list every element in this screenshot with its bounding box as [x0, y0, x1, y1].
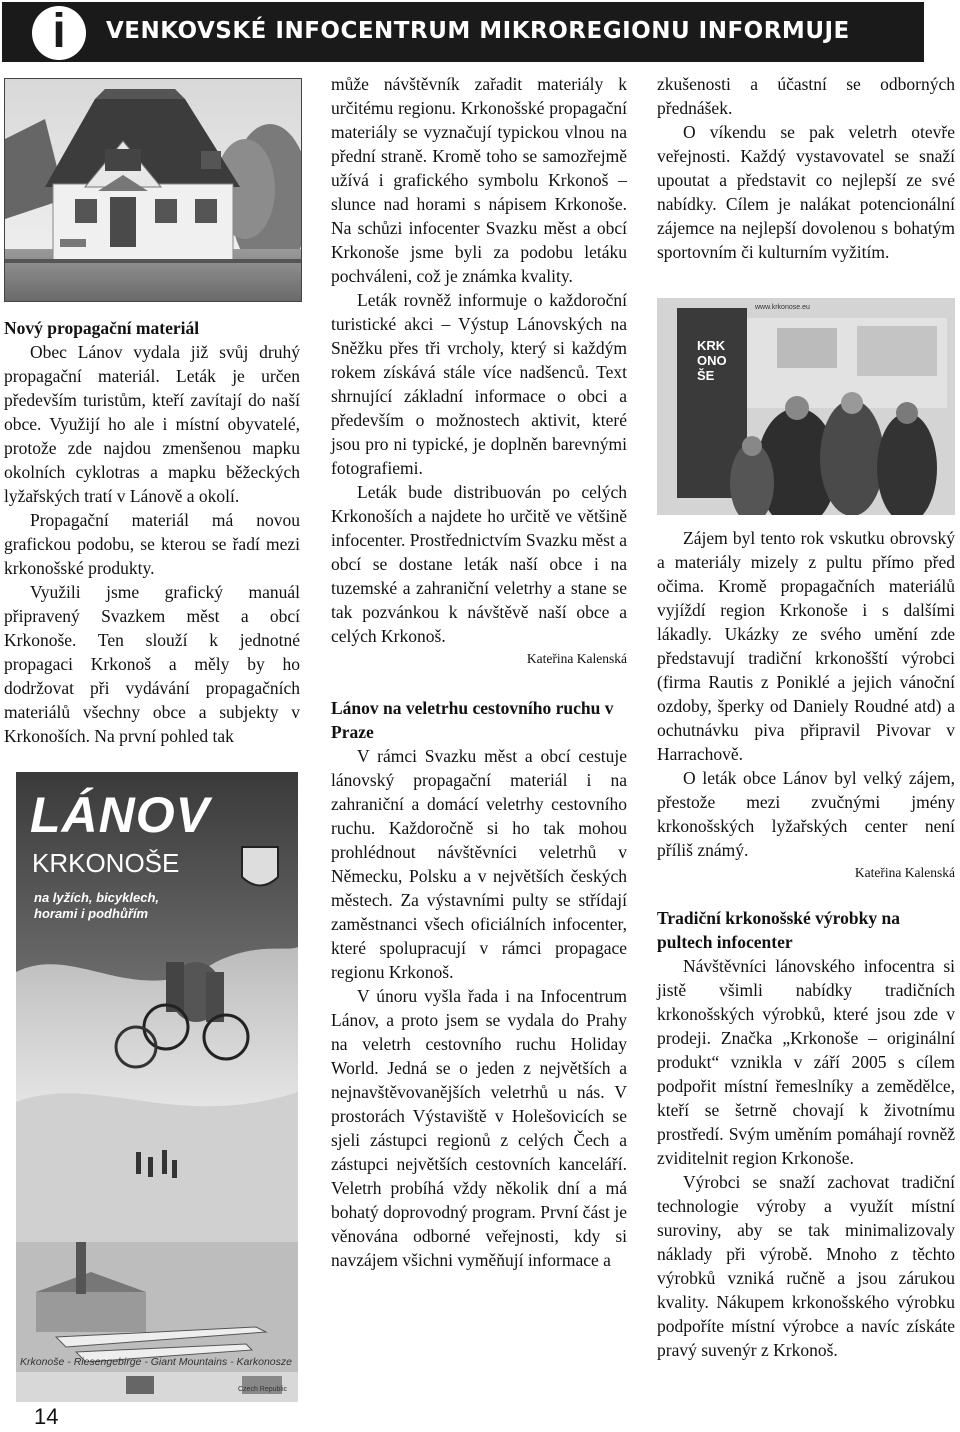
author-signature: Kateřina Kalenská	[526, 651, 627, 666]
paragraph: Výrobci se snaží zachovat tradiční technologie výroby a využít místní suroviny, aby se tak minimalizovaly náklady při výrobě. Mnoho z těchto výrobků vzniká ručně a jsou zárukou kvality. Nákupem krkonošského výrobku podpoříte místní výrobce a navíc získáte pravý suvenýr z Krkonoš.	[657, 1172, 955, 1360]
paragraph: Využili jsme grafický manuál připravený Svazkem měst a obcí Krkonoše. Ten slouží k jednotné propagaci Krkonoš a měly by ho dodržovat při vydávání propagačních materiálů všechny obce a subjekty v Krkonoších. Na první pohled tak	[4, 582, 300, 746]
fair-banner-text: KRKONOŠE	[697, 338, 727, 383]
article-heading: Nový propagační materiál	[4, 318, 200, 338]
header-title: VENKOVSKÉ INFOCENTRUM MIKROREGIONU INFORMUJE	[106, 18, 850, 44]
leaflet-subtitle: KRKONOŠE	[32, 848, 180, 878]
column-middle	[331, 72, 627, 1272]
infocentre-building-photo	[4, 78, 302, 302]
paragraph: Leták bude distribuován po celých Krkonoších a najdete ho určitě ve většině infocenter. Prostřednictvím Svazku měst a obcí se dostane leták naší obce i na tuzemské a zahraniční veletrhy a stane se tak pozvánkou k návštěvě naší obce a celých Krkonoš.	[331, 482, 627, 646]
fair-url-sign: www.krkonose.eu	[755, 304, 810, 311]
paragraph: Obec Lánov vydala již svůj druhý propagační materiál. Leták je určen především turistům, kteří zavítají do naší obce. Využijí ho ale i místní obyvatelé, protože zde najdou zmenšenou mapku okolních cyklotras a mapku běžeckých lyžařských tratí v Lánově a okolí.	[4, 342, 300, 506]
paragraph: Propagační materiál má novou grafickou podobu, se kterou se řadí mezi krkonošské produkty.	[4, 510, 300, 578]
paragraph: O víkendu se pak veletrh otevře veřejnosti. Každý vystavovatel se snaží upoutat a představit co nejlepší ze své nabídky. Cílem je nalákat potencionální zájemce na nejlepší dovolenou s bohatým sportovním či kulturním vyžitím.	[657, 122, 955, 262]
paragraph: Zájem byl tento rok vskutku obrovský a materiály mizely z pultu přímo před očima. Kromě propagačních materiálů vyjíždí region Krkonoše i s dalšími lákadly. Ukázky ze svého umění zde představují tradiční krkonošští výrobci (firma Rautis z Poniklé a jejich vánoční ozdoby, šperky od Daniely Roudné atd) a ochutnávku piva připravil Pivovar v Harrachově.	[657, 528, 955, 764]
leaflet-tagline: na lyžích, bicyklech, horami i podhůřím	[34, 890, 159, 921]
lanov-leaflet-image	[16, 772, 298, 1402]
author-signature: Kateřina Kalenská	[854, 865, 955, 880]
paragraph: Návštěvníci lánovského infocentra si jistě všimli nabídky tradičních krkonošských výrobků, které jsou zde v prodeji. Značka „Krkonoše – originální produkt“ vznikla v září 2005 s cílem podpořit místní řemeslníky a zemědělce, kteří se šetrně chovají k životnímu prostředí. Svým uměním pomáhají rovněž zviditelnit region Krkonoše.	[657, 956, 955, 1168]
page-number: 14	[34, 1404, 59, 1429]
paragraph: V únoru vyšla řada i na Infocentrum Lánov, a proto jsem se vydala do Prahy na veletrh cestovního ruchu Holiday World. Jedná se o jeden z největších a nejnavštěvovanějších veletrhů u nás. V prostorách Výstaviště v Holešovicích se sjeli zástupci regionů z celých Čech a zástupci největších cestovních kanceláří. Veletrh probíhá vždy několik dní a má bohatý doprovodný program. První část je věnována odborné veřejnosti, kdy si navzájem všichni vyměňují informace a	[331, 986, 627, 1270]
trade-fair-photo	[657, 298, 955, 515]
paragraph: O leták obce Lánov byl velký zájem, přestože mezi zvučnými jmény krkonošských lyžařských center není příliš známý.	[657, 768, 955, 860]
article-heading: Lánov na veletrhu cestovního ruchu v Praze	[331, 698, 614, 742]
paragraph: V rámci Svazku měst a obcí cestuje lánovský propagační materiál i na zahraniční a domácí veletrhy cestovního ruchu. Každoročně si ho tak mohou prohlédnout návštěvníci veletrhů v Německu, Polsku a v největších českých městech. Za výstavními pulty se střídají zaměstnanci všech oficiálních infocenter, které spolupracují v rámci propagace regionu Krkonoš.	[331, 746, 627, 982]
column-right	[657, 72, 955, 264]
leaflet-sponsor: Czech Republic	[238, 1386, 288, 1393]
column-left	[4, 316, 300, 748]
leaflet-footer: Krkonoše - Riesengebirge - Giant Mountains - Karkonosze	[20, 1356, 292, 1368]
article-heading: Tradiční krkonošské výrobky na pultech infocenter	[657, 908, 900, 952]
leaflet-title: LÁNOV	[30, 787, 210, 843]
paragraph: Leták rovněž informuje o každoroční turistické akci – Výstup Lánovských na Sněžku přes tři vrcholy, který si každým rokem získává stále více nadšenců. Text shrnující základní informace o obci a především o možnostech aktivit, které jsou pro ni typické, je doplněn barevnými fotografiemi.	[331, 290, 627, 478]
info-icon: i	[32, 6, 86, 60]
paragraph: může návštěvník zařadit materiály k určitému regionu. Krkonošské propagační materiály se vyznačují typickou vlnou na přední straně. Kromě toho se samozřejmě užívá i grafického symbolu Krkonoš – slunce nad horami s nápisem Krkonoše. Na schůzi infocenter Svazku měst a obcí Krkonoše jsme byli za podobu letáku pochváleni, což je známka kvality.	[331, 74, 627, 286]
column-right-lower	[657, 526, 955, 1362]
paragraph: zkušenosti a účastní se odborných přednášek.	[657, 74, 955, 118]
page-header	[2, 2, 924, 62]
